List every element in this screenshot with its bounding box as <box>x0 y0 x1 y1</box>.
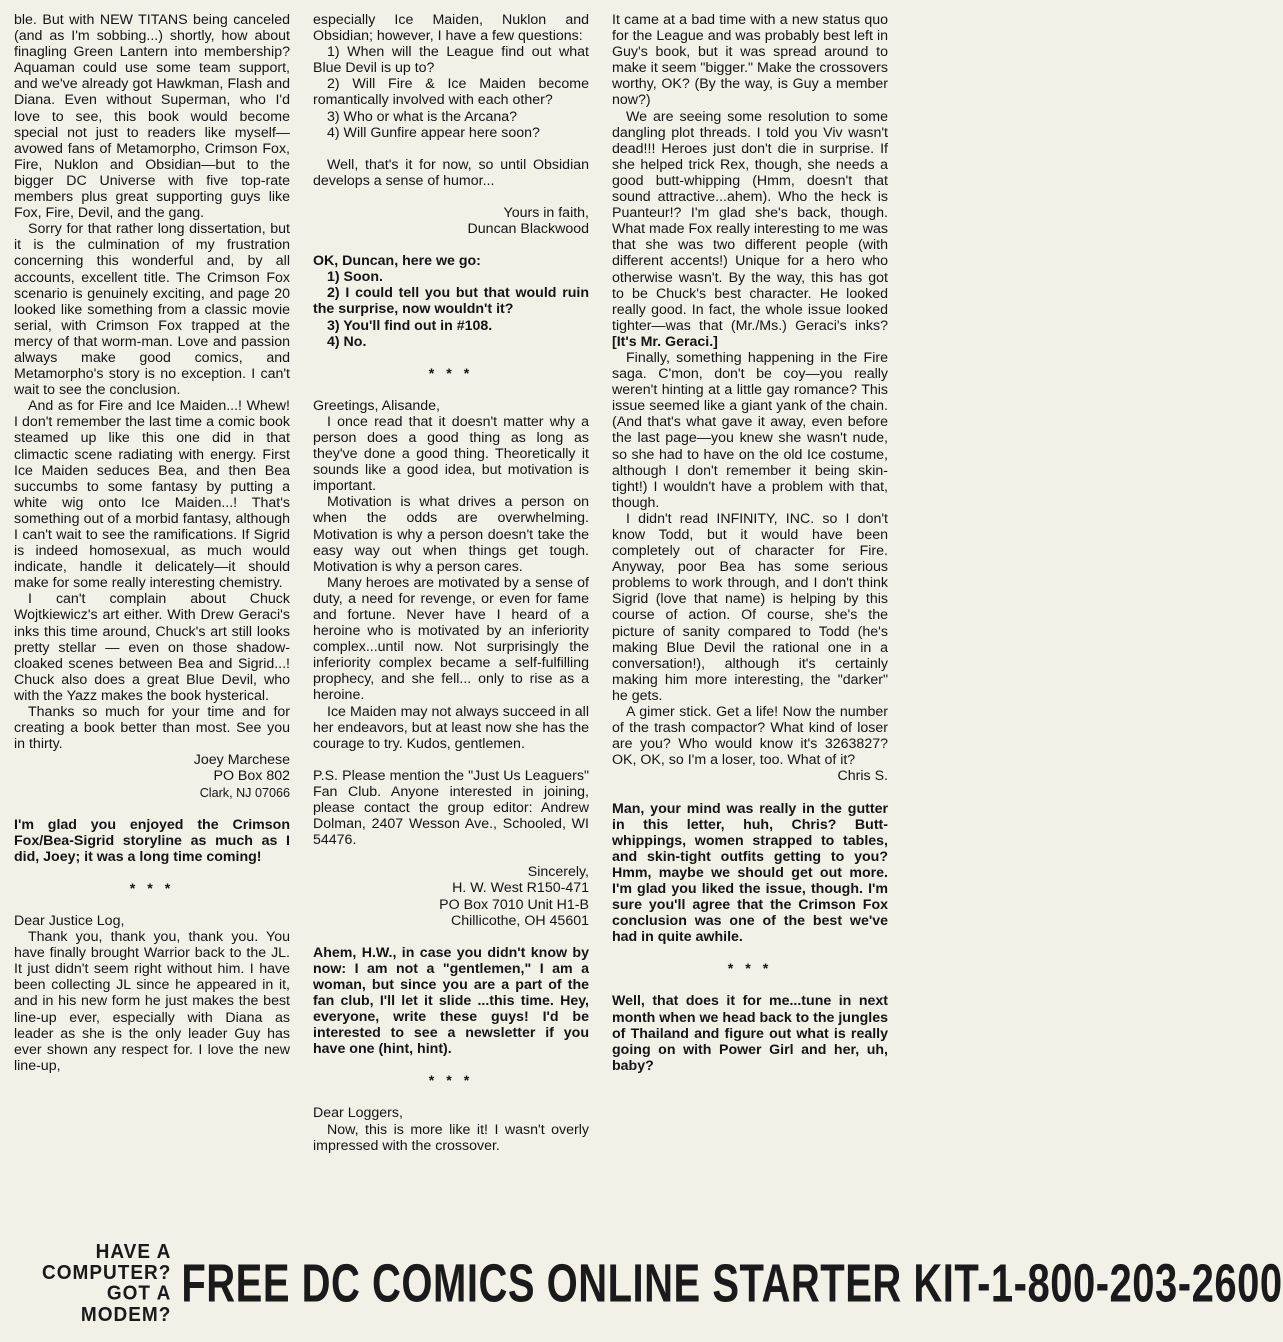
letter-paragraph: And as for Fire and Ice Maiden...! Whew! I don't remember the last time a comic book steamed up like this one did in that climactic scene radiating with energy. First Ice Maiden seduces Bea, and then Bea succumbs to some fantasy by putting a white wig onto Ice Maiden...! That's something out of a morbid fantasy, although I can't wait to see the ramifications. If Sigrid is indeed homosexual, as much would indicate, handle it delicately—it should make for some really interesting chemistry. <box>14 398 290 592</box>
letter-paragraph: Now, this is more like it! I wasn't overly impressed with the crossover. <box>313 1121 589 1154</box>
letter-columns <box>14 12 888 1250</box>
letter-paragraph: Well, that's it for now, so until Obsidian develops a sense of humor... <box>313 156 589 189</box>
answer-item: 1) Soon. <box>327 269 383 286</box>
letter-paragraph: A gimer stick. Get a life! Now the number of the trash compactor? What kind of loser are you? Who would know it's 3263827? OK, OK, so I'm a loser, too. What of it? <box>612 704 888 769</box>
section-separator: * * * <box>428 1073 474 1090</box>
letter-paragraph: Thank you, thank you, thank you. You have finally brought Warrior back to the JL. It just didn't seem right without him. I have been collecting JL since he appeared in it, and in his new form he just makes the best line-up ever, especially with Diana as leader as she is the only leader Guy has ever shown any respect for. I love the new line-up, <box>14 929 290 1074</box>
question-item: 3) Who or what is the Arcana? <box>327 108 518 125</box>
letter-paragraph: I can't complain about Chuck Wojtkiewicz's art either. With Drew Geraci's inks this time around, Chuck's art still looks pretty stellar — even on those shadow-cloaked scenes between Bea and Sigrid...! Chuck also does a great Blue Devil, who with the Yazz makes the book hysterical. <box>14 591 290 704</box>
banner-offer: FREE DC COMICS ONLINE STARTER KIT-1-800-203-2600 <box>181 1253 1283 1314</box>
column-2 <box>313 12 589 1250</box>
letter-greeting: Dear Loggers, <box>313 1105 403 1122</box>
answer-item: 2) I could tell you but that would ruin the surprise, now wouldn't it? <box>313 285 589 318</box>
column-1 <box>14 12 290 1250</box>
banner-question <box>42 1242 181 1326</box>
editor-closing: Well, that does it for me...tune in next month when we head back to the jungles of Thailand and figure out what is really going on with Power Girl and her, uh, baby? <box>612 993 888 1074</box>
letter-postscript: P.S. Please mention the "Just Us Leaguers" Fan Club. Anyone interested in joining, please contact the group editor: Andrew Dolman, 2407 Wesson Ave., Schooled, WI 54476. <box>313 767 589 849</box>
letter-paragraph: ble. But with NEW TITANS being canceled (and as I'm sobbing...) shortly, how about finagling Green Lantern into membership? Aquaman could use some team support, and we've already got Hawkman, Flash and Diana. Even without Superman, who I'd love to see, this book would become special not just to readers like myself—avowed fans of Metamorpho, Crimson Fox, Fire, Nuklon and Obsidian—but to the bigger DC Universe with five top-rate members plus great supporting guys like Fox, Fire, Devil, and the gang. <box>14 12 290 222</box>
letter-paragraph: Finally, something happening in the Fire saga. C'mon, don't be coy—you really weren't hinting at a little gay romance? This issue seemed like a giant yank of the chain. (And that's what gave it away, even before the last page—you knew she wasn't nude, so she had to have on the old Ice costume, although I don't remember it being skin-tight!) I wouldn't have a problem with that, though. <box>612 349 888 511</box>
section-separator: * * * <box>428 365 474 382</box>
letter-paragraph: Ice Maiden may not always succeed in all her endeavors, but at least now she has the courage to try. Kudos, gentlemen. <box>313 703 589 752</box>
signature-closing: Sincerely, <box>527 864 589 881</box>
editor-reply: Man, your mind was really in the gutter in this letter, huh, Chris? Butt-whippings, women strapped to tables, and skin-tight outfits getting to you? Hmm, maybe we should get out more. I'm glad you liked the issue, though. I'm sure you'll agree that the Crimson Fox conclusion was one of the best we've had in quite awhile. <box>612 800 888 946</box>
signature-address: PO Box 802 <box>213 768 290 785</box>
editor-reply-intro: OK, Duncan, here we go: <box>313 253 481 270</box>
signature-closing: Yours in faith, <box>503 204 589 221</box>
question-item: 2) Will Fire & Ice Maiden become romantically involved with each other? <box>313 76 589 109</box>
signature-city: Clark, NJ 07066 <box>199 785 290 800</box>
section-separator: * * * <box>129 880 175 897</box>
editor-inline-reply: [It's Mr. Geraci.] <box>612 333 718 350</box>
letter-paragraph <box>612 109 888 350</box>
letter-paragraph: I once read that it doesn't matter why a person does a good thing as long as they've done a good thing. Theoretically it sounds like a good idea, but motivation is important. <box>313 413 589 495</box>
column-3 <box>612 12 888 1250</box>
letter-paragraph: Thanks so much for your time and for creating a book better than most. See you in thirty. <box>14 704 290 753</box>
signature-name: Chris S. <box>837 768 888 785</box>
editor-reply: Ahem, H.W., in case you didn't know by now: I am not a "gentlemen," I am a woman, but since you are a part of the fan club, I'll let it slide ...this time. Hey, everyone, write these guys! I'd be interested to see a newsletter if you have one (hint, hint). <box>313 944 589 1058</box>
signature-name: Joey Marchese <box>193 752 290 769</box>
section-separator: * * * <box>727 961 773 978</box>
letter-text: We are seeing some resolution to some dangling plot threads. I told you Viv wasn't dead!!! Heroes just don't die in surprise. If she helped trick Rex, though, she needs a good butt-whipping (Hmm, doesn't that sound attractive...ahem). Who the heck is Puanteur!? I'm glad she's back, though. What made Fox really interesting to me was that she was two different people (with different accents!) Unique for a hero who otherwise wasn't. By the way, this has got to be Chuck's best character. He looked really good. In fact, the whole issue looked tighter—was that (Mr./Ms.) Geraci's inks? <box>612 108 888 334</box>
letter-greeting: Dear Justice Log, <box>14 912 125 929</box>
banner-question-line: HAVE A COMPUTER? <box>42 1240 172 1284</box>
letter-greeting: Greetings, Alisande, <box>313 397 440 414</box>
letter-paragraph: I didn't read INFINITY, INC. so I don't know Todd, but it would have been completely out of character for Fire. Anyway, poor Bea has some serious problems to work through, and I don't think Sigrid (love that name) is helping by this course of action. Of course, she's the picture of sanity compared to Todd (he's making Blue Devil the rational one in a conversation!), although it's certainly making him more interesting, the "darker" he gets. <box>612 510 888 704</box>
promo-banner <box>42 1240 1283 1326</box>
signature-name: H. W. West R150-471 <box>452 880 589 897</box>
letter-paragraph: Sorry for that rather long dissertation, but it is the culmination of my frustration concerning this wonderful and, by all accounts, excellent title. The Crimson Fox scenario is genuinely exciting, and page 20 looked like something from a classic movie serial, with Crimson Fox trapped at the mercy of that worm-man. Love and passion always make good comics, and Metamorpho's story is no exception. I can't wait to see the conclusion. <box>14 221 290 399</box>
letter-paragraph: It came at a bad time with a new status quo for the League and was probably best left in Guy's book, but it was spread around to make it seem "bigger." Make the crossovers worthy, OK? (By the way, is Guy a member now?) <box>612 12 888 109</box>
question-item: 4) Will Gunfire appear here soon? <box>327 124 540 141</box>
banner-question-line: GOT A MODEM? <box>80 1282 172 1326</box>
signature-city: Chillicothe, OH 45601 <box>450 912 589 929</box>
signature-name: Duncan Blackwood <box>467 221 589 238</box>
answer-item: 4) No. <box>327 333 367 350</box>
answer-item: 3) You'll find out in #108. <box>327 317 493 334</box>
question-item: 1) When will the League find out what Blue Devil is up to? <box>313 44 589 77</box>
letter-paragraph: Many heroes are motivated by a sense of duty, a need for revenge, or even for fame and fortune. Never have I heard of a heroine who is motivated by an inferiority complex...until now. Not surprisingly the inferiority complex became a self-fulfilling prophecy, and she fell... only to rise as a heroine. <box>313 574 589 704</box>
signature-address: PO Box 7010 Unit H1-B <box>439 896 589 913</box>
editor-reply: I'm glad you enjoyed the Crimson Fox/Bea-Sigrid storyline as much as I did, Joey; it was a long time coming! <box>14 816 290 865</box>
letter-paragraph: Motivation is what drives a person on when the odds are overwhelming. Motivation is why a person doesn't take the easy way out when things get tough. Motivation is why a person cares. <box>313 494 589 575</box>
letter-paragraph: especially Ice Maiden, Nuklon and Obsidian; however, I have a few questions: <box>313 12 589 45</box>
